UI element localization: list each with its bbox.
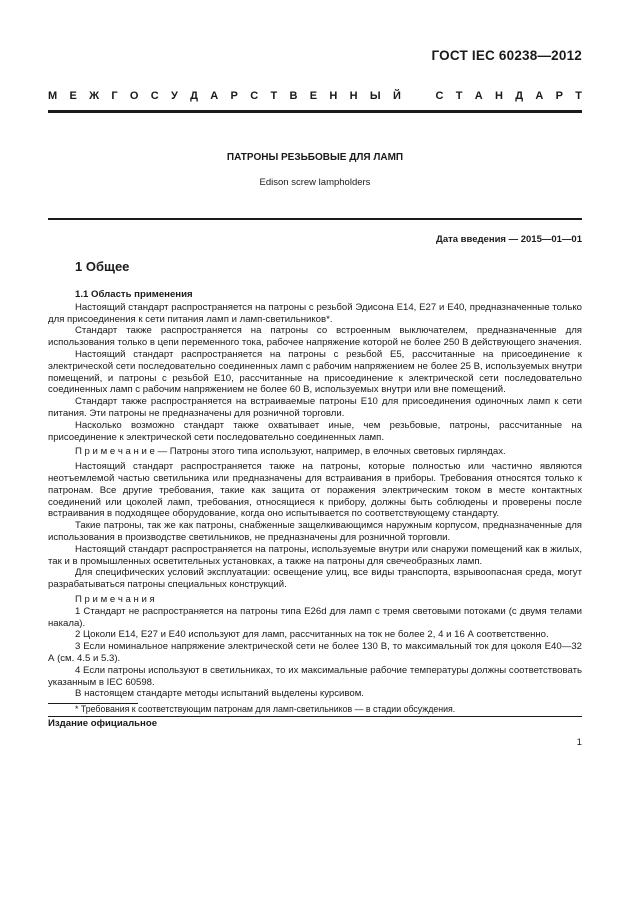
paragraph: Настоящий стандарт распространяется также на патроны, которые полностью или частично являются неотъемлемой частью светильника или предназначены для встраивания в приборы. Требования относятся только к патронам. Все другие требования, такие как защита от поражения электрическим током в месте контактных соединений или цоколей ламп, требования, относящиеся к прибору, должны быть соблюдены и проверены после встраивания в подходящее оборудование, когда оно испытывается по соответствующему стандарту. [48,461,582,520]
header-divider [48,110,582,113]
paragraph: Настоящий стандарт распространяется на патроны с резьбой E5, рассчитанные на присоединение к электрической сети последовательно соединенных ламп с рабочим напряжением не более 25 В, используемых внутри помещений, и патроны с резьбой E10, рассчитанные на присоединение к электрической сети последовательно соединенных ламп с рабочим напряжением не более 60 В, используемых внутри или вне помещений. [48,348,582,396]
banner-letter: Ы [369,90,381,102]
banner-letter: С [435,90,444,102]
note-item: 4 Если патроны используют в светильниках, то их максимальные рабочие температуры должны соответствовать указанным в IEC 60598. [48,664,582,688]
banner-letter: Ж [89,90,100,102]
banner-letter: Т [455,90,463,102]
document-title: ПАТРОНЫ РЕЗЬБОВЫЕ ДЛЯ ЛАМП [226,152,404,163]
note [48,446,582,458]
banner-letter: Т [270,90,278,102]
paragraph: Настоящий стандарт распространяется на патроны, используемые внутри или снаружи помещений как в жилых, так и в промышленных осветительных установках, а также на патроны для свечеобразных ламп. [48,543,582,567]
paragraph: Такие патроны, так же как патроны, снабженные защелкивающимся наружным корпусом, предназначенные для использования в производстве светильников, не предназначены для розничной торговли. [48,520,582,543]
closing-paragraph: В настоящем стандарте методы испытаний выделены курсивом. [75,688,364,700]
banner-letter: Н [494,90,503,102]
banner-letter: Е [69,90,77,102]
banner-letter: Д [190,90,198,102]
banner-letter: О [129,90,139,102]
notes-label: П р и м е ч а н и я [75,593,155,605]
banner-letter: А [210,90,219,102]
note-item: 2 Цоколи E14, E27 и E40 используют для ламп, рассчитанных на ток не более 2, 4 и 16 А соответственно. [75,629,549,641]
paragraph: Для специфических условий эксплуатации: освещение улиц, все виды транспорта, взрывоопасная среда, могут разрабатываться патроны специальных конструкций. [48,567,582,591]
document-title-english: Edison screw lampholders [259,177,371,188]
banner-letter: А [474,90,483,102]
edition-label: Издание официальное [48,717,158,729]
note-item: 1 Стандарт не распространяется на патроны типа E26d для ламп с тремя световыми потоками (с двумя телами накала). [48,605,582,629]
banner-letter: Д [515,90,524,102]
note-text: — Патроны этого типа используют, например, в елочных световых гирляндах. [154,446,506,458]
subsection-heading: 1.1 Область применения [75,289,193,300]
edition-divider [48,716,582,717]
banner-gap [413,90,423,102]
paragraph: Настоящий стандарт распространяется на патроны с резьбой Эдисона E14, E27 и E40, предназначенные только для присоединения к сети питания ламп и ламп-светильников*. [48,301,582,325]
page-number: 1 [576,737,582,749]
banner-letter: М [48,90,58,102]
banner-letter: А [535,90,544,102]
paragraph: Стандарт также распространяется на встраиваемые патроны E10 для присоединения одиночных ламп к сети питания. Эти патроны не предназначены для розничной торговли. [48,396,582,419]
banner-letter: Г [111,90,118,102]
banner-letter: С [150,90,159,102]
banner-letter: Е [309,90,318,102]
banner-letter: Й [392,90,401,102]
banner-letter: Р [230,90,238,102]
document-body [48,289,582,749]
banner-letter: С [250,90,259,102]
paragraph: Стандарт также распространяется на патроны со встроенным выключателем, предназначенные для использования только в цепи переменного тока, рабочее напряжение которой не более 250 В действующего значения. [48,325,582,349]
standard-type-banner [48,90,582,102]
banner-letter: В [289,90,298,102]
note-label: П р и м е ч а н и е [75,446,155,458]
title-divider [48,218,582,220]
effective-date: Дата введения — 2015—01—01 [436,234,582,245]
banner-letter: Н [349,90,358,102]
section-heading: 1 Общее [75,259,130,274]
banner-letter: Н [329,90,338,102]
banner-letter: Т [575,90,582,102]
footnote: * Требования к соответствующим патронам для ламп-светильников — в стадии обсуждения. [75,704,456,715]
banner-letter: У [171,90,178,102]
note-item: 3 Если номинальное напряжение электрической сети не более 130 В, то максимальный ток для цоколя E40—32 А (см. 4.5 и 5.3). [48,641,582,664]
banner-letter: Р [555,90,563,102]
paragraph: Насколько возможно стандарт также охватывает иные, чем резьбовые, патроны, рассчитанные на присоединение к электрической сети последовательно соединенных ламп. [48,419,582,443]
document-number: ГОСТ IEC 60238—2012 [431,48,582,63]
